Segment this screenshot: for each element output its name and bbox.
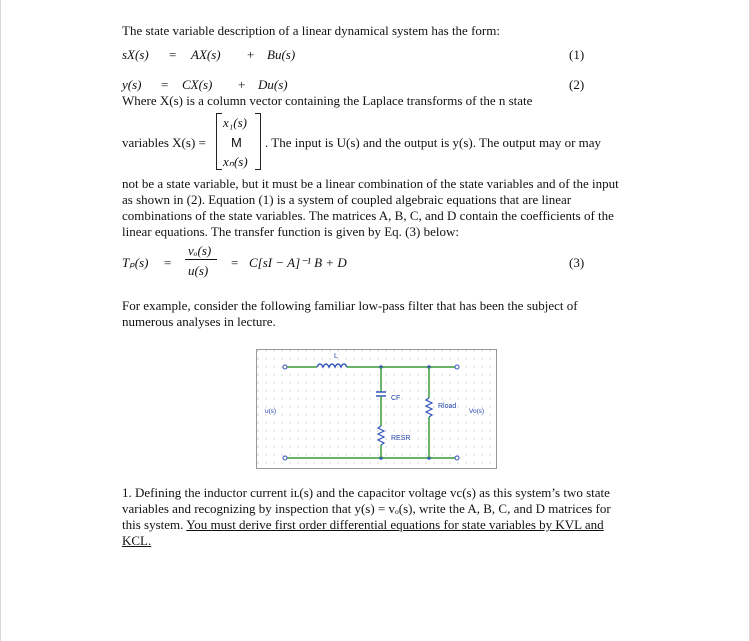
label-RESR: RESR <box>391 435 411 442</box>
eq1-equals: = <box>169 47 177 62</box>
vector-top-entry: x₁(s) <box>223 115 248 130</box>
eq1-number: (1) <box>569 47 585 62</box>
circuit-diagram <box>257 350 496 468</box>
eq3-fraction-bar <box>185 259 217 260</box>
vector-mid-entry: M <box>231 135 242 150</box>
vector-left-bracket <box>216 113 222 170</box>
label-Rload: Rload <box>438 403 457 410</box>
eq1-term1: AX(s) <box>191 47 221 62</box>
label-output: Vo(s) <box>469 408 485 415</box>
eq2-equals: = <box>161 77 169 92</box>
eq3-rhs: C[sI − A]⁻¹ B + D <box>249 255 347 270</box>
eq3-denominator: u(s) <box>188 263 209 278</box>
eq2-term1: CX(s) <box>182 77 213 92</box>
label-L: L <box>334 353 338 360</box>
where-line: Where X(s) is a column vector containing the Laplace transforms of the n state <box>122 93 533 108</box>
label-input: u(s) <box>265 408 277 415</box>
intro-text: The state variable description of a linear dynamical system has the form: <box>122 23 500 38</box>
eq1-plus: + <box>247 47 255 62</box>
eq3-numerator: vₒ(s) <box>188 243 212 258</box>
paragraph-state-description: not be a state variable, but it must be a linear combination of the state variables and of the input as shown in (2). Equation (1) is a system of coupled algebraic equations that are linear combinations of the state variables. The matrices A, B, C, and D contain the coefficients of the linear equations. The transfer function is given by Eq. (3) below: <box>122 176 619 239</box>
eq2-plus: + <box>238 77 246 92</box>
eq3-lhs: Tₚ(s) <box>122 255 149 270</box>
vector-right-bracket <box>255 113 261 170</box>
question-underlined: You must derive first order differential equations for state variables by KVL and KCL. <box>122 517 604 548</box>
vector-bottom-entry: xₙ(s) <box>223 154 248 169</box>
label-CF: CF <box>391 395 401 402</box>
eq2-lhs: y(s) <box>122 77 142 92</box>
vector-prefix: variables X(s) = <box>122 135 206 150</box>
eq3-equals: = <box>164 255 172 270</box>
vector-suffix: . The input is U(s) and the output is y(s). The output may or may <box>265 135 602 150</box>
eq1-lhs: sX(s) <box>122 47 149 62</box>
terminal-in-top <box>283 365 287 369</box>
terminal-out-bottom <box>455 456 459 460</box>
eq1-term2: Bu(s) <box>267 47 296 62</box>
terminal-out-top <box>455 365 459 369</box>
paragraph-example: For example, consider the following familiar low-pass filter that has been the subject of numerous analyses in lecture. <box>122 298 578 329</box>
question-1 <box>122 485 632 549</box>
eq2-term2: Du(s) <box>258 77 288 92</box>
terminal-in-bottom <box>283 456 287 460</box>
eq3-number: (3) <box>569 255 585 270</box>
eq2-number: (2) <box>569 77 585 92</box>
low-pass-filter-circuit <box>256 349 497 469</box>
eq3-equals-2: = <box>231 255 239 270</box>
question-text: 1. Defining the inductor current iʟ(s) and the capacitor voltage vc(s) as this system’s two state variables and recognizing by inspection that y(s) = vₒ(s), write the A, B, C, and D matrices for this system. <box>122 485 611 532</box>
